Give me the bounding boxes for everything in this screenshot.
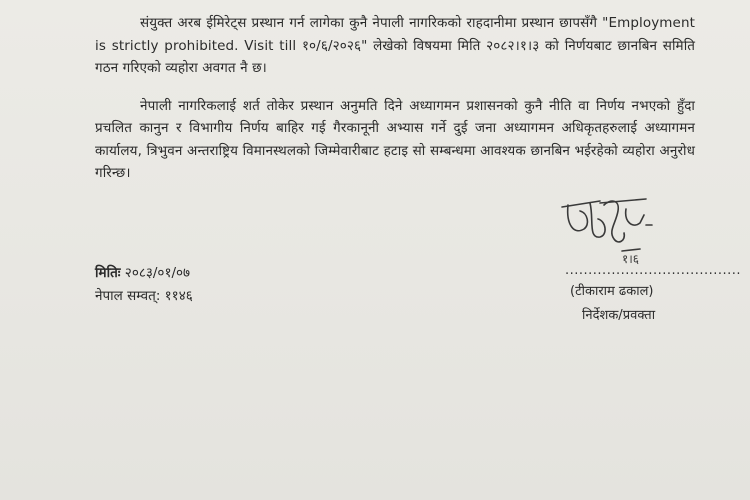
signatory-title: निर्देशक/प्रवक्ता xyxy=(582,308,656,323)
signatory-name: (टीकाराम ढकाल) xyxy=(570,284,654,299)
handwritten-signature xyxy=(560,195,670,267)
date-line xyxy=(95,262,193,285)
date-block xyxy=(95,262,193,308)
signature-block xyxy=(540,195,742,335)
signature-dots: ...................................... xyxy=(565,263,742,278)
date-value: २०८३/०१/०७ xyxy=(124,265,191,281)
signature-date: १।६ xyxy=(622,252,640,266)
paragraph-1 xyxy=(95,12,695,80)
paragraph-2 xyxy=(95,95,695,185)
nepal-sambat: नेपाल सम्वत्: ११४६ xyxy=(95,288,193,304)
letter-body xyxy=(95,12,695,185)
paragraph-2-text: नेपाली नागरिकलाई शर्त तोकेर प्रस्थान अनुमति दिने अध्यागमन प्रशासनको कुनै नीति वा निर्णय नभएको हुँदा प्रचलित कानुन र विभागीय निर्णय बाहिर गई गैरकानूनी अभ्यास गर्ने दुई जना अध्यागमन अधिकृतहरुलाई अध्यागमन कार्यालय, त्रिभुवन अन्तराष्ट्रिय विमानस्थलको जिम्मेवारीबाट हटाइ सो सम्बन्धमा आवश्यक छानबिन भईरहेको व्यहोरा अनुरोध गरिन्छ। xyxy=(95,97,695,181)
date-label: मितिः xyxy=(95,265,121,281)
paragraph-1-text: संयुक्त अरब ईमिरेट्स प्रस्थान गर्न लागेका कुनै नेपाली नागरिकको राहदानीमा प्रस्थान छापसँगै "Employment is strictly prohibited. Visit till १०/६/२०२६" लेखेको विषयमा मिति २०८२।१।३ को निर्णयबाट छानबिन समिति गठन गरिएको व्यहोरा अवगत नै छ। xyxy=(95,15,695,76)
